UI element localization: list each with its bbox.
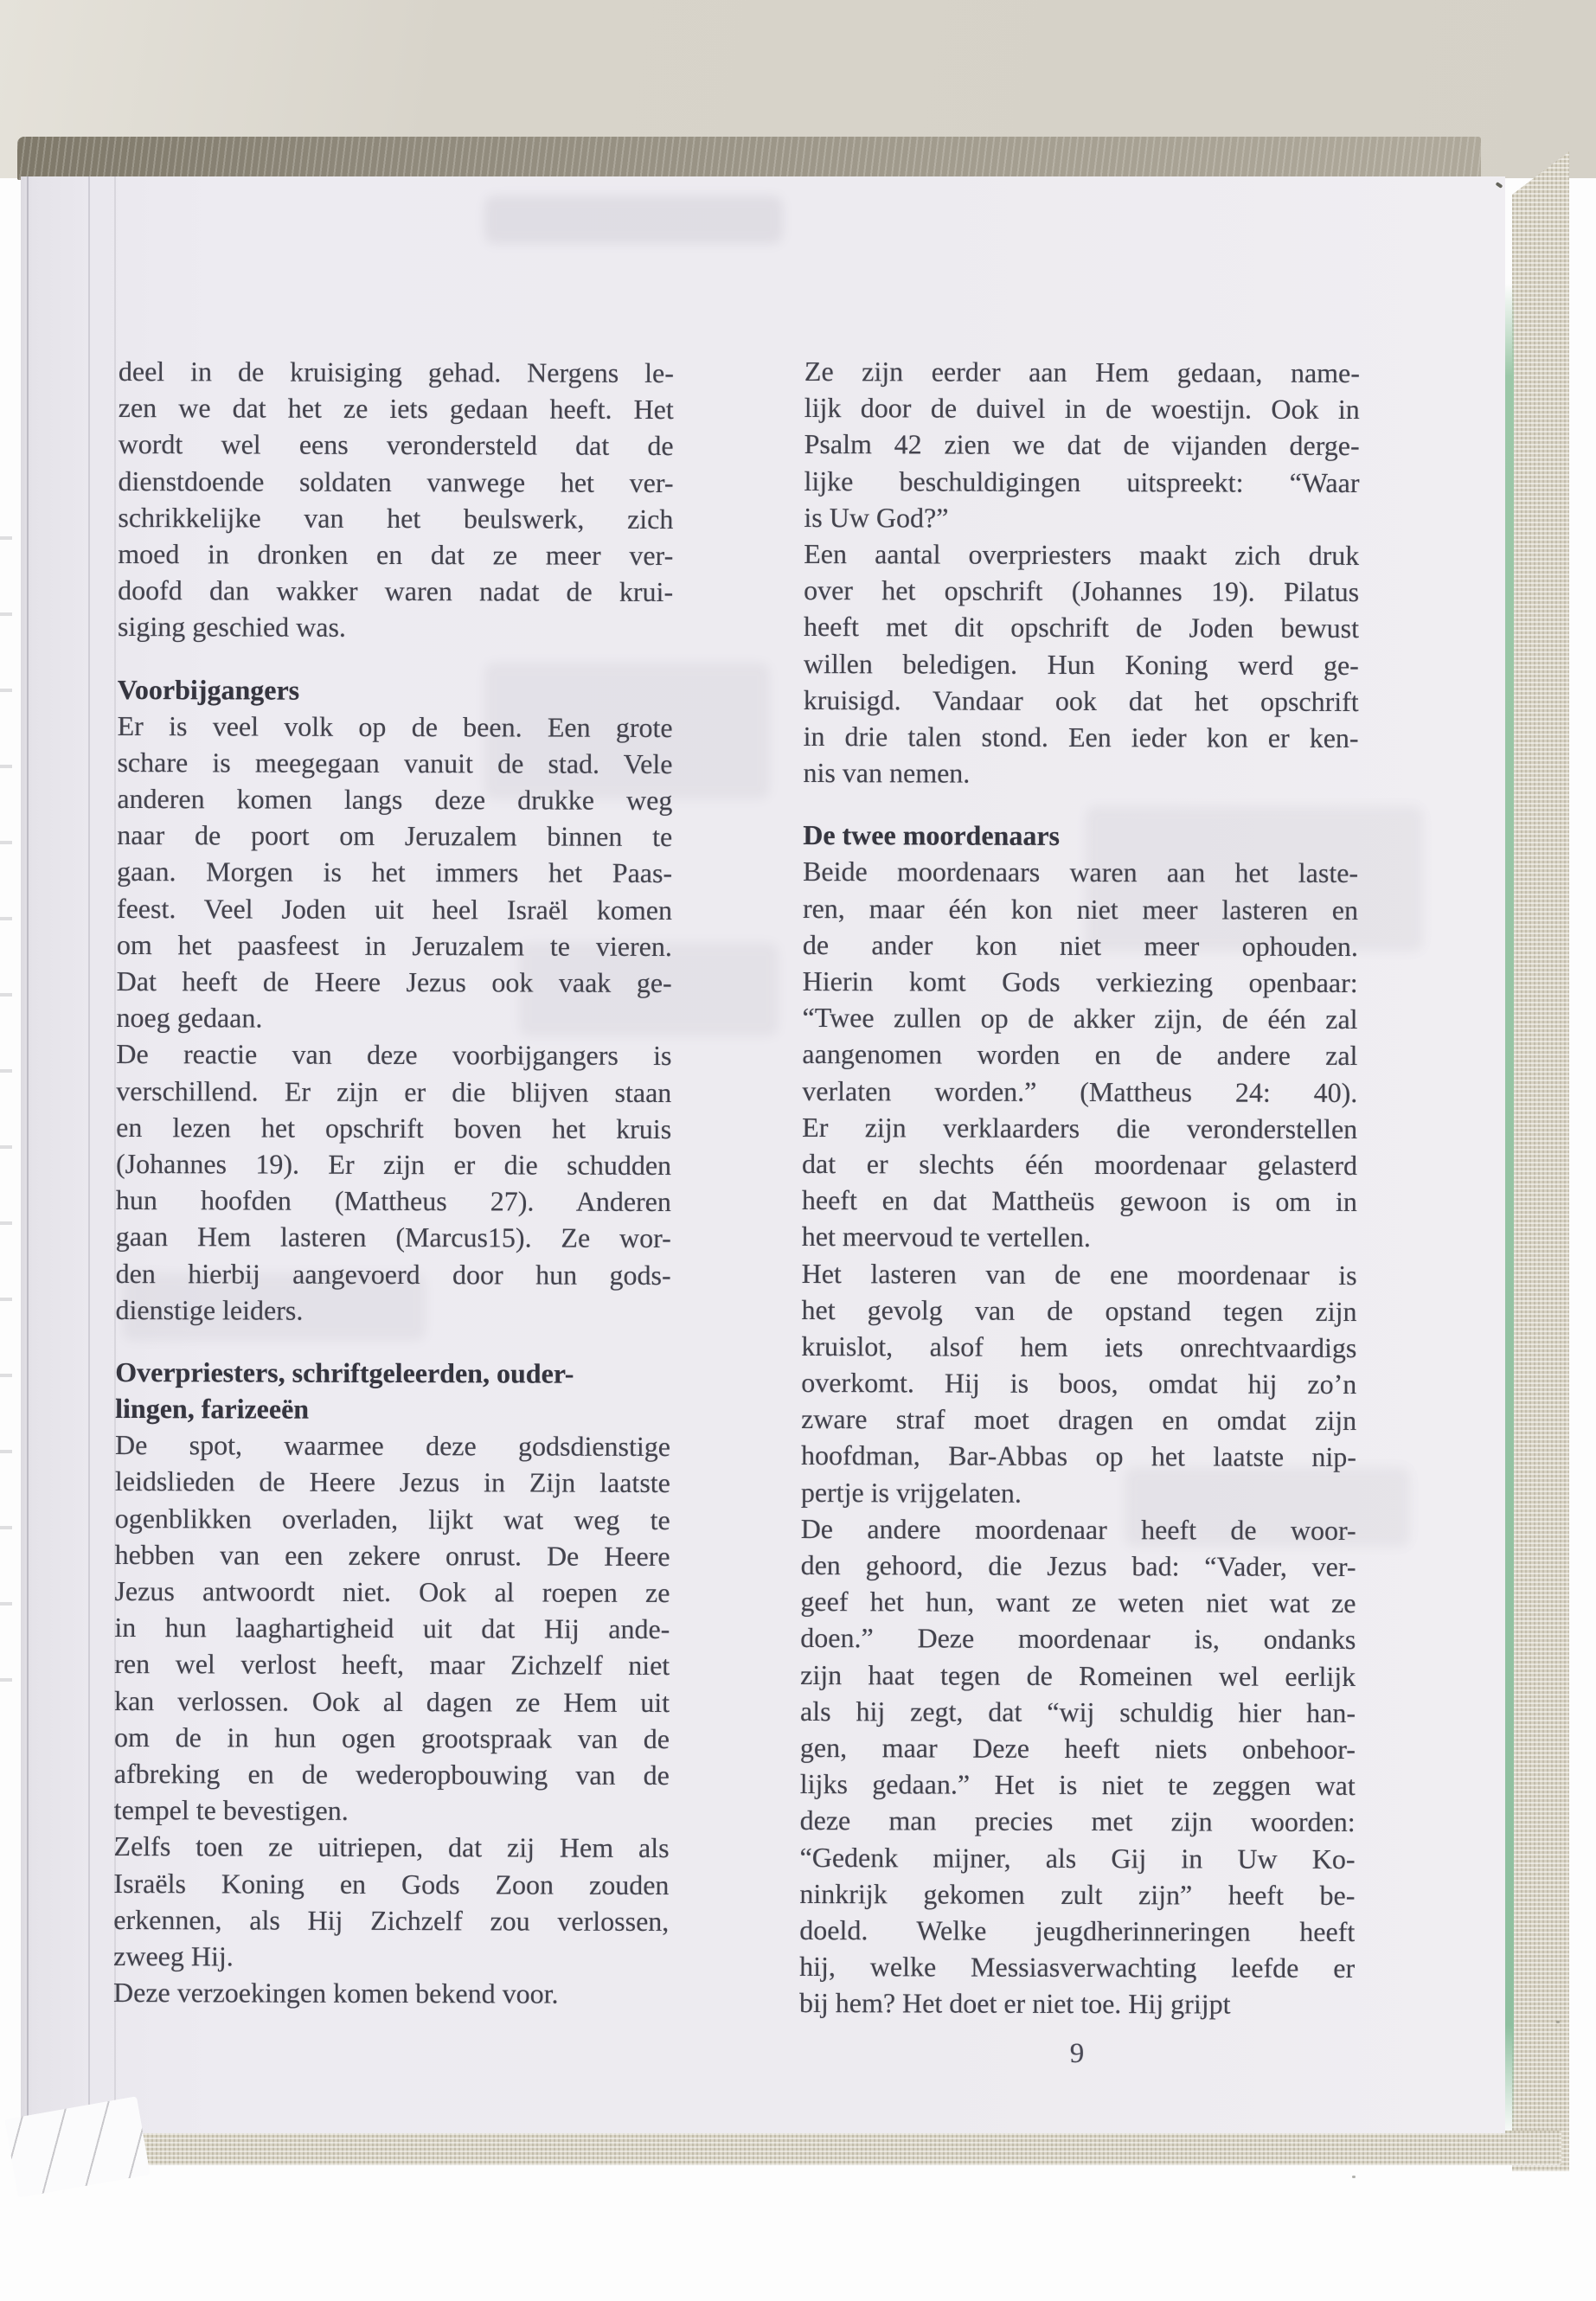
text-line: Voorbijgangers bbox=[117, 673, 300, 706]
text-line: den hierbij aangevoerd door hun gods- bbox=[115, 1257, 671, 1291]
dust-speck bbox=[1352, 2176, 1356, 2178]
book-cover-right-edge bbox=[1512, 145, 1569, 2171]
text-line: is Uw God?” bbox=[804, 501, 949, 534]
text-line: Israëls Koning en Gods Zoon zouden bbox=[113, 1867, 670, 1900]
text-line: nis van nemen. bbox=[803, 757, 971, 789]
text-line: het gevolg van de opstand tegen zijn bbox=[801, 1293, 1357, 1327]
text-line: Er is veel volk op de been. Een grote bbox=[117, 709, 673, 743]
text-line: afbreking en de wederopbouwing van de bbox=[113, 1757, 670, 1791]
text-line: noeg gedaan. bbox=[116, 1002, 263, 1034]
text-line: erkennen, als Hij Zichzelf zou verlossen, bbox=[113, 1903, 670, 1937]
text-line: Overpriesters, schriftgeleerden, ouder- bbox=[115, 1356, 574, 1389]
text-line: Een aantal overpriesters maakt zich druk bbox=[804, 537, 1360, 571]
paragraph bbox=[113, 1828, 670, 1976]
text-line: bij hem? Het doet er niet toe. Hij grijpt bbox=[798, 1987, 1231, 2020]
text-line: Het lasteren van de ene moordenaar is bbox=[801, 1257, 1357, 1291]
paragraph bbox=[117, 708, 673, 1038]
text-line: dienstdoende soldaten vanwege het ver- bbox=[118, 465, 674, 498]
paragraph bbox=[802, 853, 1358, 1256]
text-line: de ander kon niet meer ophouden. bbox=[802, 928, 1358, 962]
text-line: ren wel verlost heeft, maar Zichzelf niet bbox=[114, 1648, 670, 1682]
page-edge-line bbox=[88, 176, 90, 2133]
text-line: (Johannes 19). Er zijn er die schudden bbox=[115, 1147, 672, 1181]
text-column-left bbox=[113, 353, 674, 2012]
text-line: als hij zegt, dat “wij schuldig hier han- bbox=[800, 1695, 1356, 1728]
print-bleedthrough bbox=[484, 195, 783, 244]
section-heading bbox=[115, 1354, 670, 1428]
text-line: in hun laaghartigheid uit dat Hij ande- bbox=[114, 1612, 670, 1645]
text-line: hij, welke Messiasverwachting leefde er bbox=[799, 1951, 1356, 1984]
text-line: deze man precies met zijn woorden: bbox=[799, 1804, 1356, 1838]
section-heading bbox=[803, 817, 1358, 855]
text-line: wordt wel eens verondersteld dat de bbox=[118, 428, 674, 462]
text-line: gaan Hem lasteren (Marcus15). Ze wor- bbox=[115, 1221, 671, 1254]
text-line: lijk door de duivel in de woestijn. Ook in bbox=[804, 392, 1360, 426]
text-line: willen beledigen. Hun Koning werd ge- bbox=[803, 647, 1359, 681]
text-line: kruisigd. Vandaar ook dat het opschrift bbox=[803, 683, 1359, 717]
text-line: tempel te bevestigen. bbox=[113, 1794, 349, 1826]
text-line: om het paasfeest in Jeruzalem te vieren. bbox=[116, 928, 672, 962]
paragraph bbox=[801, 1254, 1357, 1511]
text-line: gaan. Morgen is het immers het Paas- bbox=[117, 856, 673, 889]
text-line: feest. Veel Joden uit heel Israël komen bbox=[116, 892, 673, 926]
text-column-right bbox=[799, 353, 1360, 2022]
paragraph bbox=[115, 1035, 671, 1330]
text-line: schare is meegegaan vanuit de stad. Vele bbox=[117, 746, 673, 779]
text-line: Deze verzoekingen komen bekend voor. bbox=[112, 1977, 559, 2009]
text-line: over het opschrift (Johannes 19). Pilatus bbox=[804, 574, 1360, 608]
paragraph bbox=[118, 353, 674, 647]
text-line: doofd dan wakker waren nadat de krui- bbox=[118, 574, 674, 608]
text-line: om de in hun ogen grootspraak van de bbox=[113, 1721, 670, 1754]
text-line: zweeg Hij. bbox=[113, 1939, 234, 1972]
text-line: “Gedenk mijner, als Gij in Uw Ko- bbox=[799, 1841, 1356, 1875]
paragraph bbox=[799, 1510, 1356, 2023]
text-line: heeft met dit opschrift de Joden bewust bbox=[803, 611, 1360, 644]
text-line: Jezus antwoordt niet. Ook al roepen ze bbox=[114, 1574, 670, 1609]
text-line: moed in dronken en dat ze meer ver- bbox=[118, 537, 674, 571]
paragraph bbox=[113, 1974, 669, 2012]
book-cover-bottom-edge bbox=[48, 2131, 1561, 2165]
text-line: kan verlossen. Ook al dagen ze Hem uit bbox=[114, 1684, 670, 1718]
dust-speck bbox=[1556, 2021, 1560, 2023]
text-line: overkomt. Hij is boos, omdat hij zo’n bbox=[801, 1367, 1357, 1400]
text-line: zen we dat het ze iets gedaan heeft. Het bbox=[118, 392, 674, 426]
text-line: gen, maar Deze heeft niets onbehoor- bbox=[799, 1731, 1356, 1765]
page-number: 9 bbox=[1069, 2038, 1085, 2069]
text-line: De reactie van deze voorbijgangers is bbox=[116, 1038, 672, 1072]
text-line: ren, maar één kon niet meer lasteren en bbox=[802, 892, 1359, 926]
text-line: pertje is vrijgelaten. bbox=[800, 1476, 1022, 1509]
text-line: “Twee zullen op de akker zijn, de één zal bbox=[802, 1002, 1358, 1035]
text-line: verschillend. Er zijn er die blijven staan bbox=[116, 1074, 672, 1108]
text-line: in drie talen stond. Een ieder kon er ken- bbox=[803, 720, 1359, 753]
text-line: anderen komen langs deze drukke weg bbox=[117, 783, 673, 817]
text-line: den gehoord, die Jezus bad: “Vader, ver- bbox=[800, 1548, 1356, 1583]
paragraph bbox=[803, 535, 1359, 792]
text-line: zijn haat tegen de Romeinen wel eerlijk bbox=[800, 1658, 1356, 1692]
text-line: doen.” Deze moordenaar is, ondanks bbox=[800, 1622, 1356, 1656]
text-line: het meervoud te vertellen. bbox=[801, 1221, 1091, 1253]
text-line: lijks gedaan.” Het is niet te zeggen wat bbox=[799, 1768, 1356, 1802]
text-line: De andere moordenaar heeft de woor- bbox=[800, 1512, 1356, 1546]
text-line: doeld. Welke jeugdherinneringen heeft bbox=[799, 1913, 1356, 1947]
page-edge-line bbox=[27, 176, 29, 2133]
text-line: heeft en dat Mattheüs gewoon is om in bbox=[801, 1184, 1357, 1218]
text-line: dat er slechts één moordenaar gelasterd bbox=[802, 1147, 1358, 1181]
text-line: hun hoofden (Mattheus 27). Anderen bbox=[115, 1184, 671, 1218]
text-line: leidslieden de Heere Jezus in Zijn laatste bbox=[114, 1465, 670, 1499]
text-line: kruislot, alsof hem iets onrechtvaardigs bbox=[801, 1330, 1357, 1363]
text-line: Dat heeft de Heere Jezus ook vaak ge- bbox=[116, 965, 672, 999]
text-line: deel in de kruisiging gehad. Nergens le- bbox=[118, 356, 674, 389]
text-line: zware straf moet dragen en omdat zijn bbox=[801, 1403, 1357, 1437]
text-line: schrikkelijke van het beulswerk, zich bbox=[118, 501, 674, 535]
text-line: hoofdman, Bar-Abbas op het laatste nip- bbox=[800, 1439, 1357, 1473]
text-line: Hierin komt Gods verkiezing openbaar: bbox=[802, 965, 1358, 999]
paragraph bbox=[114, 1426, 670, 1830]
text-line: lingen, farizeeën bbox=[115, 1393, 310, 1425]
facing-page-text-fragments bbox=[0, 536, 12, 1687]
text-line: geef het hun, want ze weten niet wat ze bbox=[800, 1586, 1356, 1619]
section-heading bbox=[118, 670, 673, 708]
text-line: De twee moordenaars bbox=[803, 819, 1061, 852]
text-line: Psalm 42 zien we dat de vijanden derge- bbox=[804, 428, 1360, 462]
text-line: Beide moordenaars waren aan het laste- bbox=[803, 856, 1359, 889]
text-line: dienstige leiders. bbox=[115, 1293, 304, 1326]
text-line: hebben van een zekere onrust. De Heere bbox=[114, 1538, 670, 1572]
text-line: siging geschied was. bbox=[117, 611, 347, 644]
text-line: De spot, waarmee deze godsdienstige bbox=[114, 1429, 671, 1463]
text-line: Zelfs toen ze uitriepen, dat zij Hem als bbox=[113, 1830, 670, 1864]
text-line: Ze zijn eerder aan Hem gedaan, name- bbox=[804, 356, 1360, 389]
text-line: en lezen het opschrift boven het kruis bbox=[116, 1111, 672, 1144]
text-line: naar de poort om Jeruzalem binnen te bbox=[117, 819, 673, 853]
book-top-edge bbox=[17, 137, 1481, 180]
text-line: aangenomen worden en de andere zal bbox=[802, 1038, 1358, 1072]
text-line: ogenblikken overladen, lijkt wat weg te bbox=[114, 1502, 670, 1535]
text-line: ninkrijk gekomen zult zijn” heeft be- bbox=[799, 1877, 1356, 1911]
text-line: verlaten worden.” (Mattheus 24: 40). bbox=[802, 1074, 1358, 1108]
paragraph bbox=[804, 353, 1360, 537]
text-line: Er zijn verklaarders die veronderstellen bbox=[802, 1111, 1358, 1144]
text-line: lijke beschuldigingen uitspreekt: “Waar bbox=[804, 465, 1360, 498]
